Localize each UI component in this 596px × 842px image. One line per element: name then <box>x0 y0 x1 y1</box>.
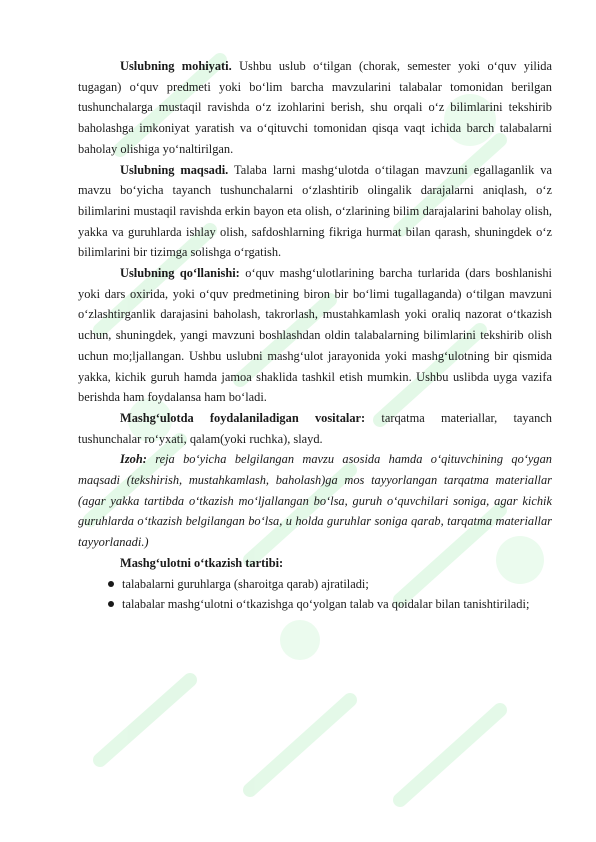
bullet-icon <box>108 601 114 607</box>
bullet-icon <box>108 581 114 587</box>
heading-procedure: Mashg‘ulotni o‘tkazish tartibi: <box>120 555 284 570</box>
list-item <box>78 594 552 615</box>
heading-usage: Uslubning qo‘llanishi: <box>120 266 240 281</box>
text-usage: o‘quv mashg‘ulotlarining barcha turlarida (dars boshlanishi yoki dars oxirida, yoki o‘quv predmetining biron bir bo‘limi tugallaganda) o‘tilgan mavzuni o‘zlashtirganlik darajasini baholash, takrorlash, mustahkamlash yoki oraliq nazorat o‘tkazish uchun, shuningdek, yangi mavzuni boshlashdan oldin talabalarning bilimlarini tekshirib olish uchun mo;ljallangan. Ushbu uslubni mashg‘ulot jarayonida yoki mashg‘ulotning bir qismida yakka, kichik guruh hamda jamoa shaklida tashkil etish mumkin. Ushbu uslibda uyga vazifa berishda ham foydalansa ham bo‘ladi. <box>78 266 552 405</box>
paragraph-procedure <box>78 553 552 574</box>
bullet-text-2: talabalar mashg‘ulotni o‘tkazishga qo‘yolgan talab va qoidalar bilan tanishtiriladi; <box>122 597 530 612</box>
paragraph-tools <box>78 408 552 449</box>
paragraph-note <box>78 449 552 553</box>
document-body <box>78 56 552 615</box>
paragraph-essence <box>78 56 552 160</box>
paragraph-usage <box>78 263 552 408</box>
text-essence: Ushbu uslub o‘tilgan (chorak, semester yoki o‘quv yilida tugagan) o‘quv predmeti yoki bo‘lim barcha mavzularini talabalar tomonidan berilgan tushunchalarga mustaqil ravishda o‘z izohlarini berish, shu orqali o‘z bilimlarini tekshirib baholashga imkoniyat yaratish va o‘qituvchi tomonidan qisqa vaqt ichida barch talabalarni baholay olishiga yo‘naltirilgan. <box>78 59 553 156</box>
bullet-text-1: talabalarni guruhlarga (sharoitga qarab) ajratiladi; <box>122 576 369 591</box>
heading-purpose: Uslubning maqsadi. <box>120 162 229 177</box>
text-tools: tarqatma materiallar, tayanch tushunchalar ro‘yxati, qalam(yoki ruchka), slayd. <box>78 410 552 446</box>
text-note: reja bo‘yicha belgilangan mavzu asosida hamda o‘qituvchining qo‘ygan maqsadi (tekshirish, mustahkamlash, baholash)ga mos tayyorlangan tarqatma materiallar (agar yakka tartibda o‘tkazish mo‘ljallangan bo‘lsa, guruh o‘quvchilari soniga, agar kichik guruhlarda o‘tkazish belgilangan bo‘lsa, u holda guruhlar soniga qarab, tarqatma materiallar tayyorlanadi.) <box>78 452 552 550</box>
heading-note: Izoh: <box>120 452 147 467</box>
heading-essence: Uslubning mohiyati. <box>120 59 232 73</box>
text-purpose: Talaba larni mashg‘ulotda o‘tilagan mavzuni egallaganlik va mavzu bo‘yicha tayanch tushunchalarni o‘zlashtirib olingalik darajalarni aniqlash, o‘z bilimlarini mustaqil ravishda erkin bayon eta olish, o‘zlarining bilim darajalarini baholay olish, yakka va guruhlarda ishlay olish, safdoshlarning fikriga hurmat bilan qarash, shuningdek o‘z bilimlarini bir tizimga solishga o‘rgatish. <box>78 162 552 260</box>
heading-tools: Mashg‘ulotda foydalaniladigan vositalar: <box>120 410 366 425</box>
list-item <box>78 574 552 595</box>
paragraph-purpose <box>78 160 552 264</box>
